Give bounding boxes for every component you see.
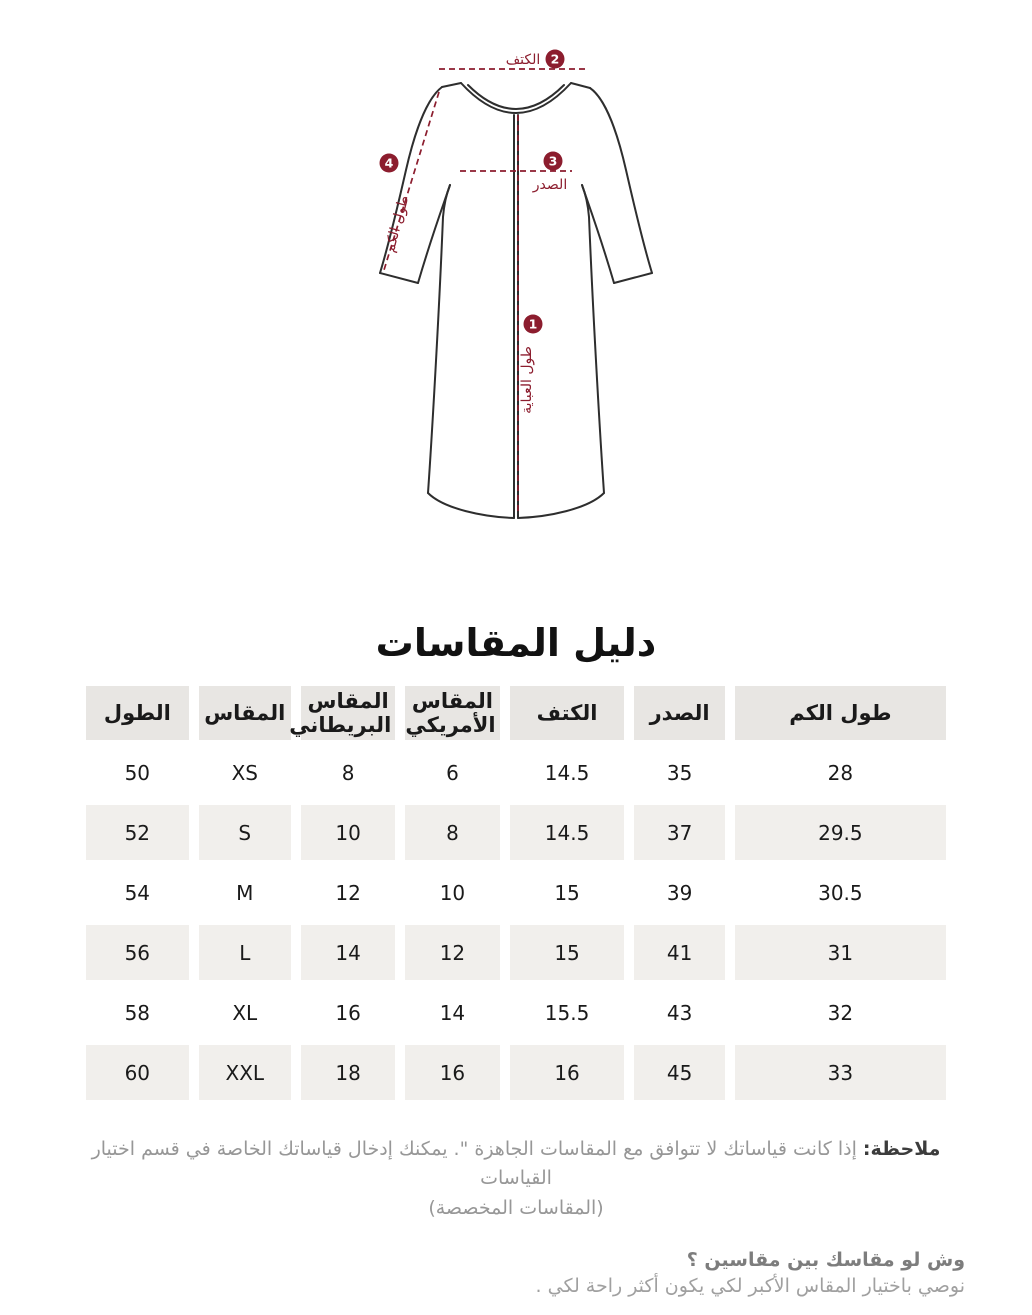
cell-uk: 16 xyxy=(335,1000,361,1025)
cell-us: 10 xyxy=(439,880,466,905)
cell-uk: 18 xyxy=(301,1045,395,1100)
between-sizes-question: وش لو مقاسك بين مقاسين ؟ xyxy=(686,1249,965,1272)
size-table xyxy=(76,681,956,1105)
abaya-diagram-svg xyxy=(344,35,688,555)
cell-us: 6 xyxy=(446,760,459,785)
size-row-M xyxy=(86,865,946,920)
cell-size: XL xyxy=(232,1000,258,1025)
cell-shoulder: 15.5 xyxy=(544,1000,590,1025)
cell-length: 56 xyxy=(86,925,189,980)
cell-size: S xyxy=(199,805,291,860)
marker-3-number: 3 xyxy=(548,153,558,169)
marker-4-label: طول الكم xyxy=(381,193,413,255)
size-table-head-row xyxy=(86,686,946,740)
between-sizes-section xyxy=(0,1249,1032,1297)
cell-uk: 12 xyxy=(335,880,361,905)
size-row-XL xyxy=(86,985,946,1040)
cell-length: 60 xyxy=(86,1045,189,1100)
cell-sleeve: 33 xyxy=(735,1045,946,1100)
marker-3-label: الصدر xyxy=(532,177,568,193)
cell-us: 16 xyxy=(405,1045,499,1100)
cell-sleeve: 29.5 xyxy=(735,805,946,860)
cell-chest: 41 xyxy=(634,925,724,980)
cell-size: XXL xyxy=(199,1045,291,1100)
cell-uk: 14 xyxy=(301,925,395,980)
column-header-chest: الصدر xyxy=(634,686,724,740)
note-text: إذا كانت قياساتك لا تتوافق مع المقاسات الجاهزة ". يمكنك إدخال قياساتك الخاصة في قسم اختيار القياسات xyxy=(91,1138,857,1190)
cell-size: L xyxy=(199,925,291,980)
cell-size: M xyxy=(236,880,254,905)
marker-2-number: 2 xyxy=(550,51,560,67)
cell-length: 52 xyxy=(86,805,189,860)
column-header-size: المقاس xyxy=(199,686,291,740)
note-prefix: ملاحظة: xyxy=(862,1138,941,1160)
cell-shoulder: 14.5 xyxy=(510,805,625,860)
column-header-sleeve: طول الكم xyxy=(735,686,946,740)
cell-chest: 39 xyxy=(666,880,693,905)
marker-sleeve-length xyxy=(380,154,413,255)
between-sizes-answer: نوصي باختيار المقاس الأكبر لكي يكون أكثر راحة لكي . xyxy=(535,1275,965,1298)
marker-4-number: 4 xyxy=(384,155,394,171)
note-line2: (المقاسات المخصصة) xyxy=(428,1196,604,1219)
cell-uk: 8 xyxy=(341,760,355,785)
cell-sleeve: 32 xyxy=(827,1000,854,1025)
cell-us: 12 xyxy=(405,925,499,980)
abaya-outline xyxy=(380,83,652,518)
custom-size-note xyxy=(56,1135,976,1223)
cell-sleeve: 31 xyxy=(735,925,946,980)
cell-sleeve: 28 xyxy=(827,760,854,785)
cell-size: XS xyxy=(231,760,258,785)
page-title: دليل المقاسات xyxy=(375,621,657,665)
marker-abaya-length xyxy=(519,315,543,414)
cell-shoulder: 14.5 xyxy=(544,760,590,785)
marker-chest xyxy=(532,152,567,194)
cell-chest: 35 xyxy=(666,760,693,785)
cell-sleeve: 30.5 xyxy=(818,880,863,905)
cell-length: 58 xyxy=(124,1000,151,1025)
cell-uk: 10 xyxy=(301,805,395,860)
column-header-length: الطول xyxy=(86,686,189,740)
size-row-S xyxy=(86,805,946,860)
size-diagram xyxy=(0,35,1032,595)
column-header-uk: المقاس البريطاني xyxy=(301,686,395,740)
size-row-XXL xyxy=(86,1045,946,1100)
size-row-L xyxy=(86,925,946,980)
cell-us: 14 xyxy=(439,1000,466,1025)
cell-length: 50 xyxy=(124,760,151,785)
cell-shoulder: 15 xyxy=(554,880,580,905)
column-header-us: المقاس الأمريكي xyxy=(405,686,499,740)
cell-chest: 37 xyxy=(634,805,724,860)
marker-1-label: طول العباية xyxy=(519,346,535,414)
size-table-container xyxy=(76,681,956,1105)
marker-2-label: الكتف xyxy=(505,52,541,68)
cell-us: 8 xyxy=(405,805,499,860)
marker-1-number: 1 xyxy=(528,316,538,332)
cell-chest: 45 xyxy=(634,1045,724,1100)
marker-shoulder xyxy=(506,50,565,69)
size-table-body xyxy=(86,745,946,1100)
cell-shoulder: 15 xyxy=(510,925,625,980)
size-row-XS xyxy=(86,745,946,800)
cell-chest: 43 xyxy=(666,1000,693,1025)
cell-shoulder: 16 xyxy=(510,1045,625,1100)
cell-length: 54 xyxy=(124,880,151,905)
column-header-shoulder: الكتف xyxy=(510,686,625,740)
